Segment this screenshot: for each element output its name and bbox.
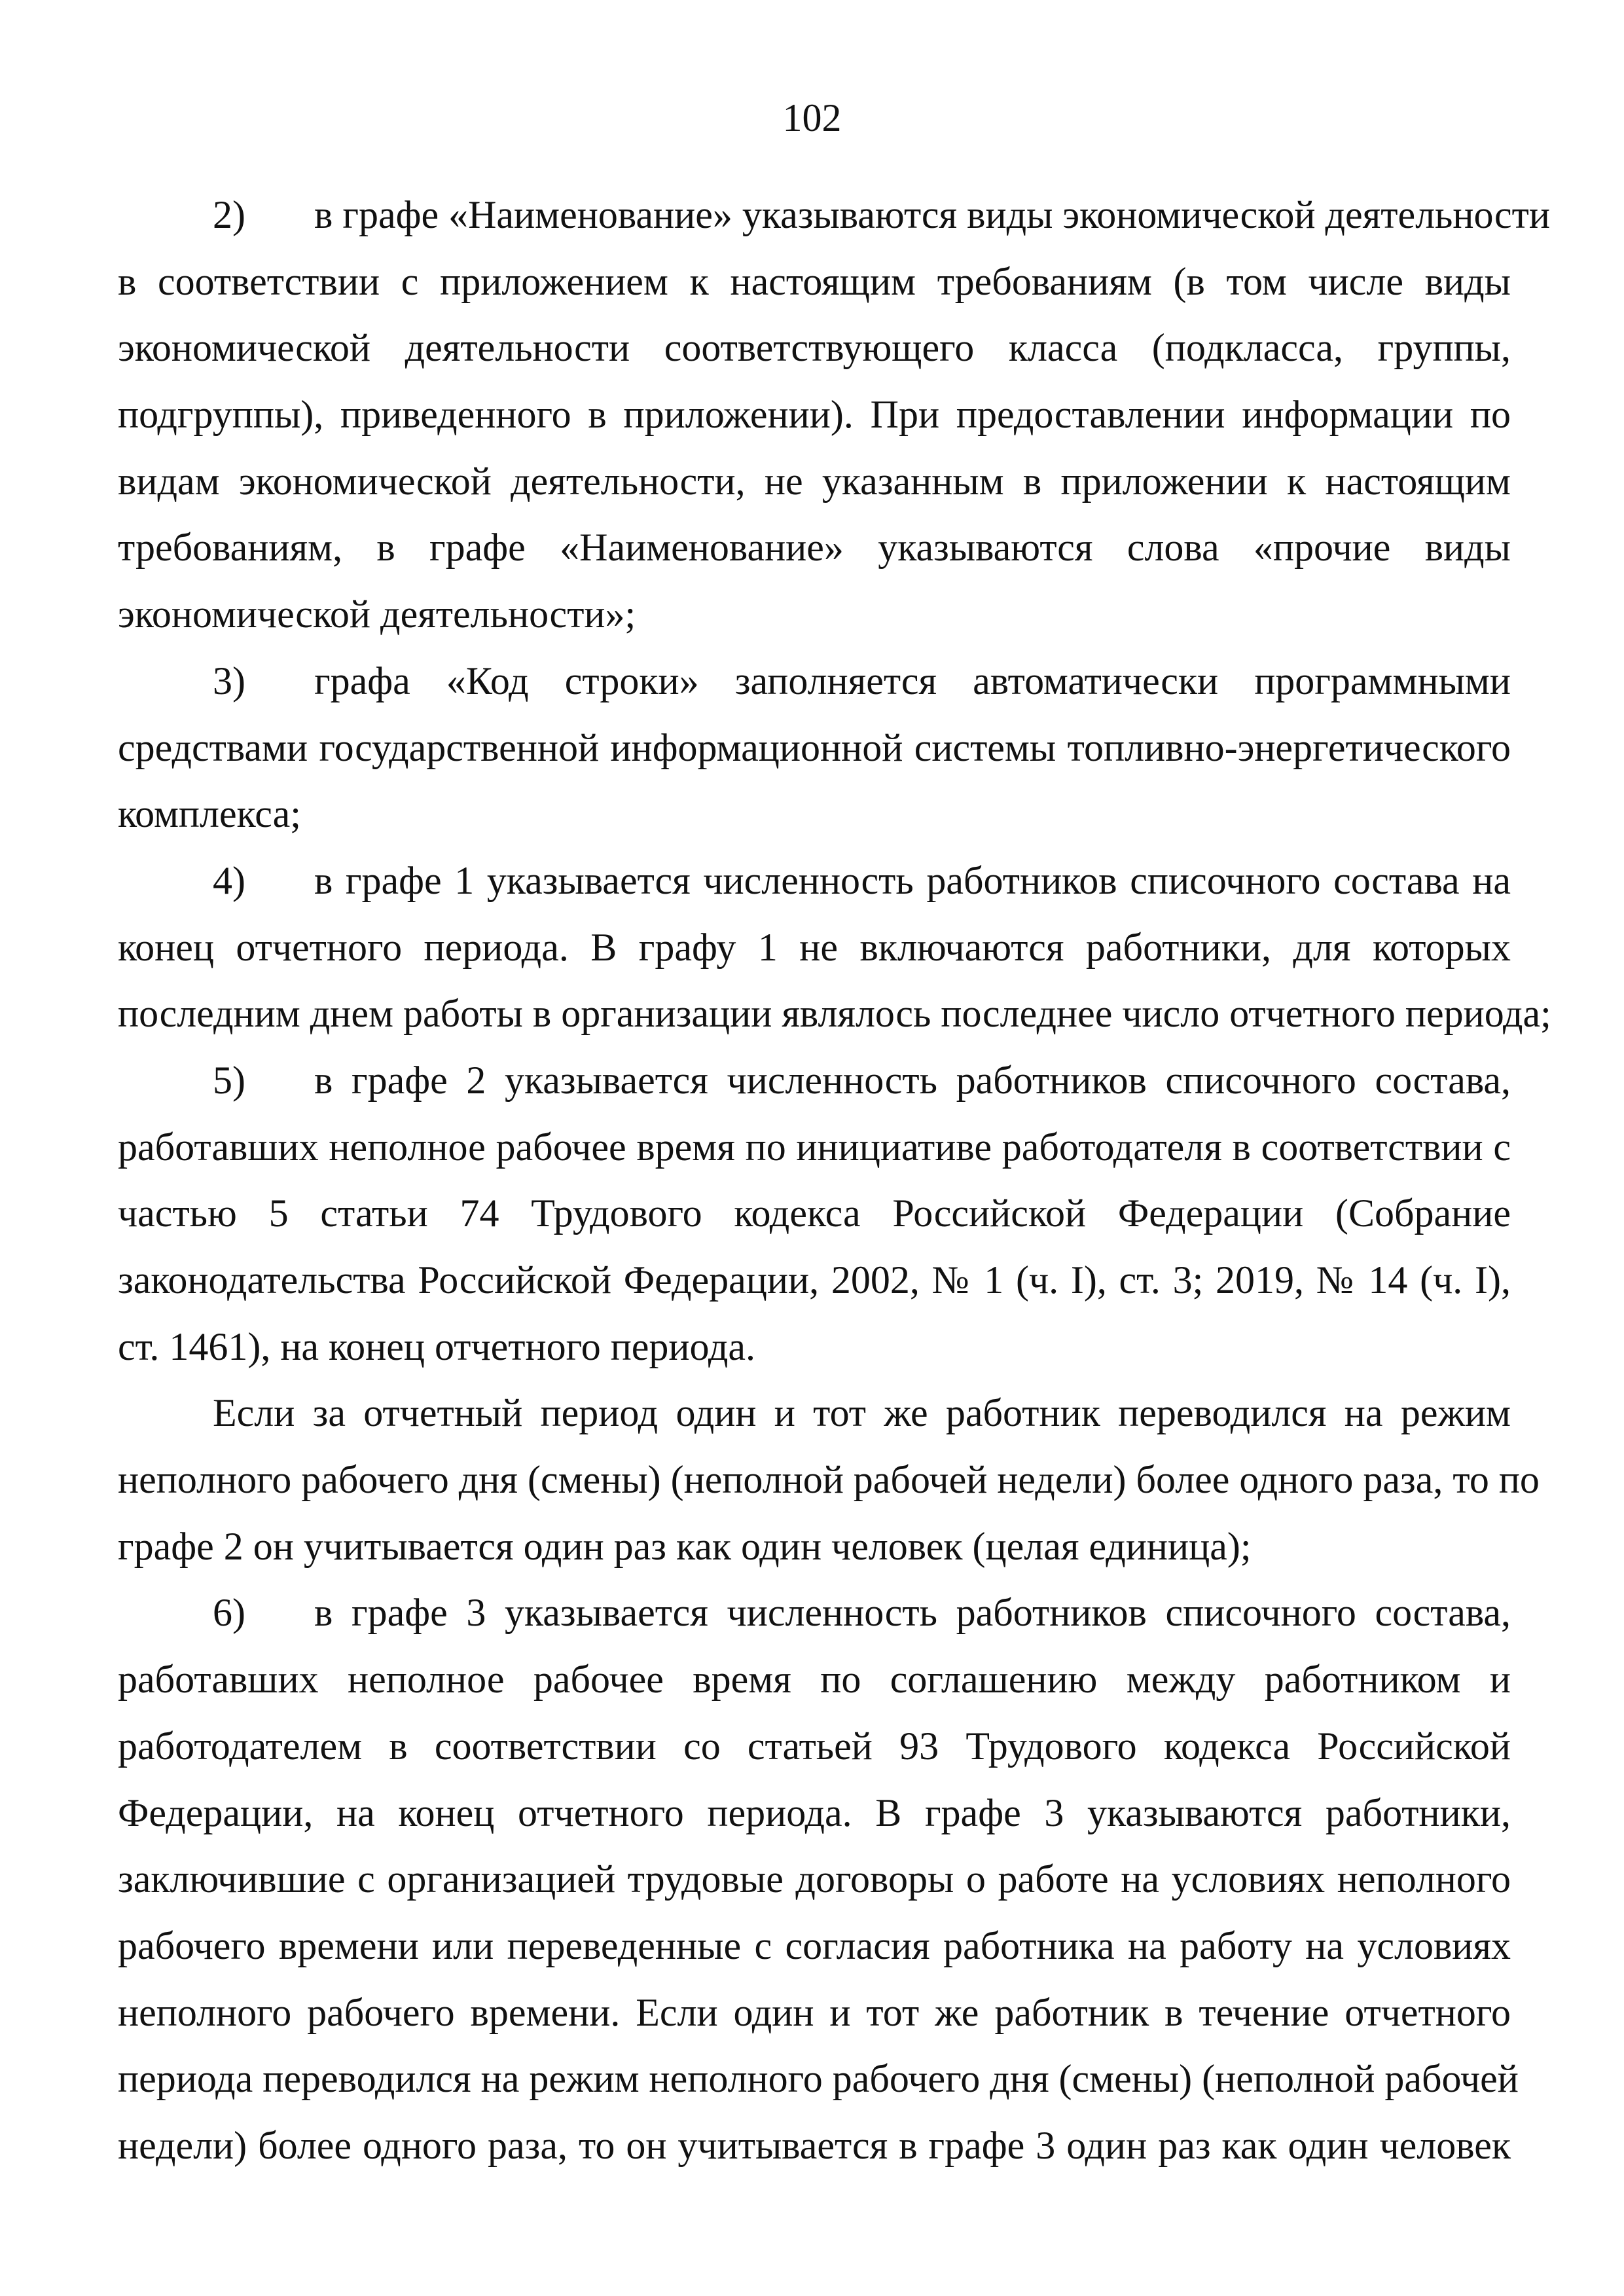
text-line: недели) более одного раза, то он учитывается в графе 3 один раз как один человек	[118, 2123, 1511, 2167]
text-line: средствами государственной информационной системы топливно-энергетического	[118, 725, 1511, 769]
item-number: 3)	[213, 659, 245, 702]
text-line: 5) в графе 2 указывается численность работников списочного состава,	[118, 1048, 1511, 1114]
document-body	[118, 182, 1551, 2179]
text-line: частью 5 статьи 74 Трудового кодекса Российской Федерации (Собрание	[118, 1192, 1511, 1235]
text-line: заключившие с организацией трудовые договоры о работе на условиях неполного	[118, 1857, 1511, 1901]
text-line: ст. 1461), на конец отчетного периода.	[118, 1324, 755, 1368]
text-line: графе 2 он учитывается один раз как один человек (целая единица);	[118, 1524, 1252, 1568]
text-line: требованиям, в графе «Наименование» указываются слова «прочие виды	[118, 526, 1511, 570]
text-line: Если за отчетный период один и тот же работник переводился на режим	[213, 1391, 1511, 1435]
paragraph	[118, 1380, 1540, 1580]
text-line: работавших неполное рабочее время по соглашению между работником и	[118, 1658, 1511, 1702]
text-line: Федерации, на конец отчетного периода. В графе 3 указываются работники,	[118, 1791, 1511, 1834]
list-item-4	[118, 848, 1551, 1048]
page-number: 102	[782, 96, 842, 139]
list-item-5	[118, 1048, 1511, 1380]
text-line: рабочего времени или переведенные с согласия работника на работу на условиях	[118, 1923, 1511, 1967]
text-line: 3) графа «Код строки» заполняется автоматически программными	[118, 648, 1511, 715]
text-line: 2) в графе «Наименование» указываются виды экономической деятельности	[118, 182, 1511, 249]
item-number: 2)	[213, 193, 245, 236]
text-line: работодателем в соответствии со статьей 93 Трудового кодекса Российской	[118, 1724, 1511, 1768]
text-line: последним днем работы в организации являлось последнее число отчетного периода;	[118, 992, 1551, 1036]
text-line: конец отчетного периода. В графу 1 не включаются работники, для которых	[118, 925, 1511, 969]
list-item-3	[118, 648, 1511, 848]
text-line: законодательства Российской Федерации, 2002, № 1 (ч. I), ст. 3; 2019, № 14 (ч. I),	[118, 1258, 1511, 1302]
text-line: периода переводился на режим неполного рабочего дня (смены) (неполной рабочей	[118, 2057, 1519, 2101]
text-line: неполного рабочего времени. Если один и тот же работник в течение отчетного	[118, 1990, 1511, 2034]
text-line: работавших неполное рабочее время по инициативе работодателя в соответствии с	[118, 1125, 1511, 1169]
text-line: подгруппы), приведенного в приложении). При предоставлении информации по	[118, 393, 1511, 437]
list-item-2	[118, 182, 1550, 648]
list-item-6	[118, 1580, 1519, 2179]
text-line: в соответствии с приложением к настоящим требованиям (в том числе виды	[118, 259, 1511, 303]
text-line: неполного рабочего дня (смены) (неполной рабочей недели) более одного раза, то по	[118, 1458, 1540, 1502]
text-line: экономической деятельности соответствующего класса (подкласса, группы,	[118, 326, 1511, 370]
text-line: комплекса;	[118, 792, 301, 836]
text-line: экономической деятельности»;	[118, 592, 636, 636]
item-number: 4)	[213, 858, 245, 902]
text-line: 6) в графе 3 указывается численность работников списочного состава,	[118, 1580, 1511, 1647]
item-number: 6)	[213, 1591, 245, 1635]
item-number: 5)	[213, 1058, 245, 1102]
text-line: видам экономической деятельности, не указанным в приложении к настоящим	[118, 459, 1511, 503]
text-line: 4) в графе 1 указывается численность работников списочного состава на	[118, 848, 1511, 915]
